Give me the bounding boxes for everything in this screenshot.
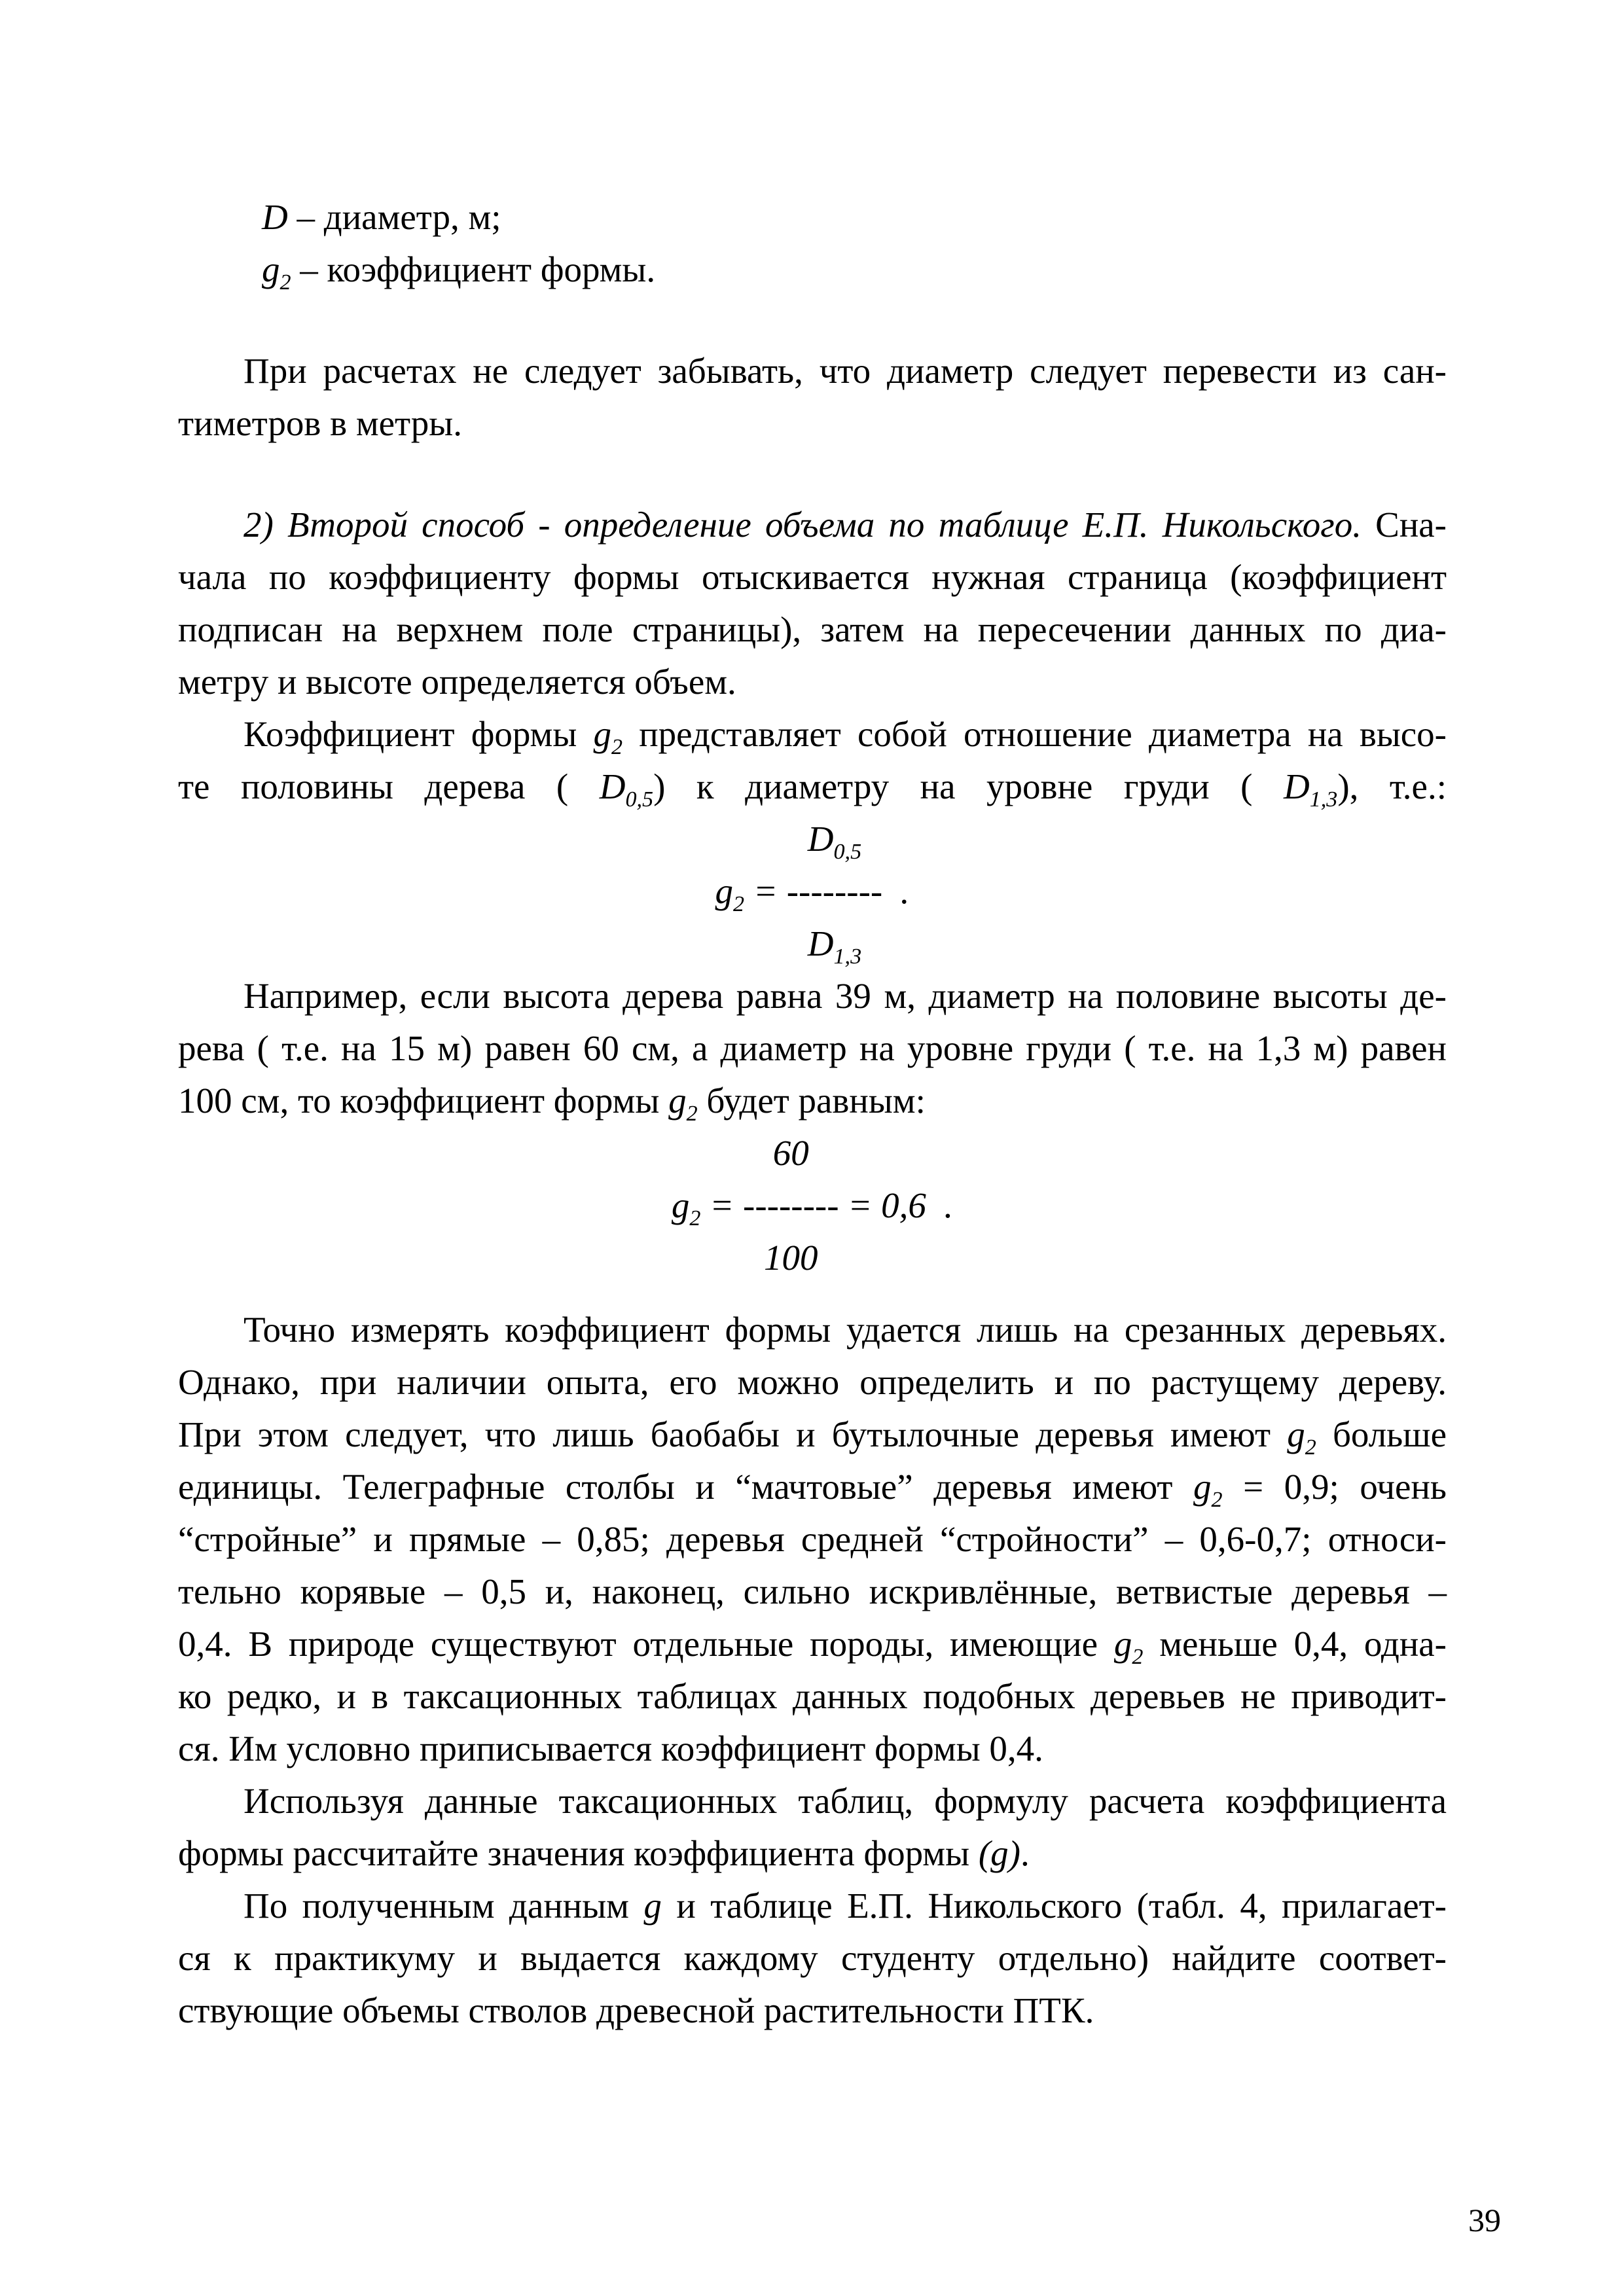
document-body xyxy=(178,191,1447,2037)
text-line xyxy=(178,1461,1447,1513)
text-segment: ) к диаметру на уровне груди ( xyxy=(653,766,1284,806)
text-segment: и таблице Е.П. Никольского (табл. 4, прилагает- xyxy=(661,1886,1447,1926)
text-segment: единицы. Телеграфные столбы и “мачтовые” деревья имеют xyxy=(178,1467,1194,1507)
text-segment: D xyxy=(262,197,288,237)
subscript-text: 1,3 xyxy=(833,944,862,969)
text-line xyxy=(178,603,1447,656)
text-segment: = 0,6 xyxy=(839,1185,926,1225)
text-line xyxy=(178,970,1447,1022)
text-segment: g xyxy=(668,1081,687,1121)
text-segment: – диаметр, м; xyxy=(287,197,501,237)
text-line xyxy=(178,1670,1447,1723)
text-segment: = xyxy=(744,871,787,911)
subscript-text: 2 xyxy=(280,270,291,295)
text-line xyxy=(178,1775,1447,1827)
text-line xyxy=(178,345,1447,397)
text-segment: Используя данные таксационных таблиц, формулу расчета коэффициента xyxy=(244,1781,1447,1821)
text-segment: 100 см, то коэффициент формы xyxy=(178,1081,669,1121)
text-segment: Однако, при наличии опыта, его можно определить и по растущему дереву. xyxy=(178,1362,1447,1402)
text-segment: g xyxy=(715,871,734,911)
text-segment: Точно измерять коэффициент формы удается лишь на срезанных деревьях. xyxy=(244,1310,1447,1350)
formula-rhs xyxy=(882,865,909,918)
text-segment: D xyxy=(807,924,834,963)
text-segment: 60 xyxy=(772,1133,809,1173)
subscript-text: 0,5 xyxy=(833,840,862,864)
text-segment: (g) xyxy=(978,1833,1020,1873)
text-segment: будет равным: xyxy=(697,1081,926,1121)
definition-line xyxy=(262,243,1447,296)
text-line xyxy=(178,656,1447,708)
text-segment: – коэффициент формы. xyxy=(291,249,656,289)
text-segment: тиметров в метры. xyxy=(178,403,462,443)
text-segment: -------- xyxy=(743,1185,839,1225)
fraction-numerator xyxy=(808,813,861,865)
text-segment: ), т.е.: xyxy=(1337,766,1447,806)
text-segment: 2) Второй способ - определение объема по таблице Е.П. Никольского. xyxy=(244,505,1362,545)
text-line xyxy=(178,1723,1447,1775)
text-line xyxy=(178,1932,1447,1984)
subscript-text: 2 xyxy=(611,735,623,759)
text-segment: “стройные” и прямые – 0,85; деревья средней “стройности” – 0,6-0,7; относи- xyxy=(178,1519,1447,1559)
text-segment: тельно корявые – 0,5 и, наконец, сильно искривлённые, ветвистые деревья – xyxy=(178,1571,1447,1611)
text-segment: g xyxy=(643,1886,662,1926)
subscript-text: 2 xyxy=(1305,1435,1316,1460)
text-line xyxy=(178,551,1447,603)
text-line xyxy=(178,1022,1447,1075)
text-segment: Например, если высота дерева равна 39 м, диаметр на половине высоты де- xyxy=(244,976,1447,1016)
text-segment: g xyxy=(671,1185,690,1225)
text-line xyxy=(178,499,1447,551)
text-segment: 0,4. В природе существуют отдельные породы, имеющие xyxy=(178,1624,1114,1664)
subscript-text: 1,3 xyxy=(1309,787,1338,812)
text-segment: При этом следует, что лишь баобабы и бутылочные деревья имеют xyxy=(178,1414,1288,1454)
text-segment: формы рассчитайте значения коэффициента формы xyxy=(178,1833,979,1873)
text-segment: По полученным данным xyxy=(244,1886,644,1926)
text-segment: 100 xyxy=(764,1238,818,1278)
text-segment: метру и высоте определяется объем. xyxy=(178,662,736,702)
formula-lhs xyxy=(672,1179,743,1232)
text-segment: = xyxy=(700,1185,743,1225)
text-segment: g xyxy=(1193,1467,1212,1507)
subscript-text: 0,5 xyxy=(625,787,654,812)
text-line xyxy=(178,1408,1447,1461)
fraction-denominator xyxy=(808,918,861,970)
text-segment: больше xyxy=(1316,1414,1447,1454)
formula-rhs xyxy=(839,1179,954,1232)
text-segment: ся. Им условно приписывается коэффициент формы 0,4. xyxy=(178,1729,1043,1768)
text-segment: Коэффициент формы xyxy=(244,714,594,754)
text-segment: ко редко, и в таксационных таблицах данных подобных деревьев не приводит- xyxy=(178,1676,1447,1716)
definition-line xyxy=(262,191,1447,243)
text-line xyxy=(178,1566,1447,1618)
text-line xyxy=(178,397,1447,450)
text-segment: ствующие объемы стволов древесной растительности ПТК. xyxy=(178,1990,1094,2030)
text-segment: = 0,9; очень xyxy=(1222,1467,1447,1507)
text-segment: ся к практикуму и выдается каждому студенту отдельно) найдите соответ- xyxy=(178,1938,1447,1978)
text-line xyxy=(178,1075,1447,1127)
text-segment: D xyxy=(1283,766,1310,806)
fraction xyxy=(743,1127,839,1284)
text-segment: те половины дерева ( xyxy=(178,766,600,806)
text-segment: D xyxy=(599,766,626,806)
fraction-numerator xyxy=(773,1127,809,1179)
text-line xyxy=(178,1618,1447,1670)
fraction-denominator xyxy=(764,1232,818,1284)
text-segment: представляет собой отношение диаметра на высо- xyxy=(623,714,1447,754)
formula xyxy=(178,1127,1447,1284)
text-segment: g xyxy=(1113,1624,1132,1664)
text-line xyxy=(178,1984,1447,2037)
fraction-bar xyxy=(787,865,883,918)
fraction-bar xyxy=(743,1179,839,1232)
text-line xyxy=(178,1356,1447,1408)
text-line xyxy=(178,1304,1447,1356)
text-segment: g xyxy=(1287,1414,1305,1454)
text-line xyxy=(178,1827,1447,1880)
text-segment: чала по коэффициенту формы отыскивается нужная страница (коэффициент xyxy=(178,557,1447,597)
formula xyxy=(178,813,1447,970)
text-segment: g xyxy=(593,714,611,754)
text-segment: . xyxy=(1020,1833,1030,1873)
text-segment: Сна- xyxy=(1361,505,1447,545)
text-segment: рева ( т.е. на 15 м) равен 60 см, а диаметр на уровне груди ( т.е. на 1,3 м) равен xyxy=(178,1028,1447,1068)
text-line xyxy=(178,761,1447,813)
formula-lhs xyxy=(715,865,787,918)
fraction xyxy=(787,813,883,970)
text-line xyxy=(178,708,1447,761)
text-segment: При расчетах не следует забывать, что диаметр следует перевести из сан- xyxy=(244,351,1447,391)
subscript-text: 2 xyxy=(686,1102,698,1126)
text-segment: меньше 0,4, одна- xyxy=(1143,1624,1447,1664)
text-line xyxy=(178,1513,1447,1566)
subscript-text: 2 xyxy=(733,892,745,916)
subscript-text: 2 xyxy=(1211,1488,1223,1512)
text-segment: D xyxy=(807,819,834,859)
subscript-text: 2 xyxy=(1132,1645,1144,1669)
text-segment: -------- xyxy=(786,871,883,911)
text-segment: подписан на верхнем поле страницы), затем на пересечении данных по диа- xyxy=(178,609,1447,649)
page-number: 39 xyxy=(1468,2202,1501,2238)
text-segment: g xyxy=(262,249,280,289)
text-line xyxy=(178,1880,1447,1932)
text-segment: . xyxy=(882,871,910,911)
text-segment: . xyxy=(926,1185,954,1225)
subscript-text: 2 xyxy=(689,1206,701,1230)
